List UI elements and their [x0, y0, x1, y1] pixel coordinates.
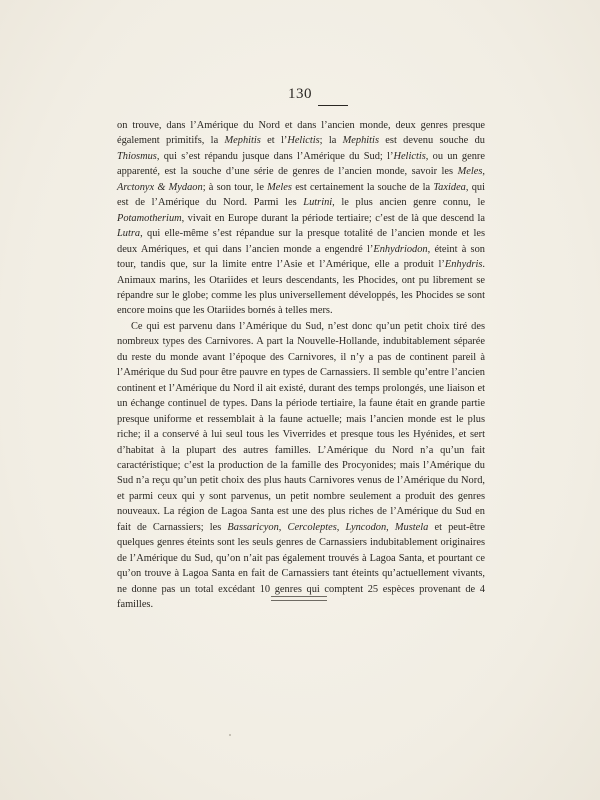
text-run: ,	[278, 521, 288, 533]
text-run: ; la	[319, 135, 343, 147]
italic-taxon-name: Meles	[457, 166, 483, 178]
text-run: ,	[386, 521, 395, 533]
italic-taxon-name: Potamotherium	[117, 212, 182, 224]
text-run: on trouve, dans l’Amérique du Nord et dans l’ancien monde, deux genres presque également primitifs, la	[117, 120, 485, 147]
italic-taxon-name: Enhydriodon	[373, 243, 428, 255]
text-run: ,	[336, 521, 346, 533]
text-run: , le plus ancien genre connu, le	[332, 197, 485, 209]
italic-taxon-name: Lyncodon	[345, 521, 387, 533]
text-run: , qui s’est répandu jusque dans l’Amérique du Sud; l’	[156, 150, 394, 162]
text-run: , vivait en Europe durant la période tertiaire; c’est de là que descend la	[181, 212, 485, 224]
text-run: et l’	[260, 135, 288, 147]
paragraph	[117, 118, 485, 319]
text-run: . Animaux marins, les Otariides et leurs descendants, les Phocides, ont pu librement se répandre sur le globe; comme les plus universellement développés, les Phocides se sont encore moins que les Otariides bornés à telles mers.	[117, 259, 485, 317]
italic-taxon-name: Helictis	[287, 135, 320, 147]
italic-taxon-name: Mustela	[394, 521, 429, 533]
italic-taxon-name: Mephitis	[342, 135, 379, 147]
italic-taxon-name: Meles	[267, 181, 292, 193]
paragraph	[117, 319, 485, 613]
italic-taxon-name: Arctonyx & Mydaon	[117, 181, 203, 193]
text-run: est certainement la souche de la	[291, 181, 434, 193]
text-run: , qui est de l’Amérique du Nord. Parmi les	[117, 181, 485, 209]
text-run: , ou un genre apparenté, est la souche d’une série de genres de l’ancien monde, savoir les	[117, 150, 485, 178]
text-run: ,	[482, 166, 485, 178]
text-run: Ce qui est parvenu dans l’Amérique du Sud, n’est donc qu’un petit choix tiré des nombreux types des Carnivores. A part la Nouvelle-Hollande, indubitablement séparée du reste du monde avant l’époque des Carnivores, il n’y a pas de continent pareil à l’Amérique du Sud pour être pauvre en types de Carnassiers. Il semble qu’entre l’ancien continent et l’Amérique du Nord il ait existé, durant des temps prolongés, une liaison et un échange continuel de types. Dans la période tertiaire, la faune était en grande partie presque uniforme et ressemblait à la faune actuelle; mais l’ancien monde est le plus riche; il a conservé à lui seul tous les Viverrides et presque tous les Hyénides, et sert d’habitat à la plupart des autres familles. L’Amérique du Nord n’a qu’un fait caractéristique; c’est la production de la famille des Procyonides; mais l’Amérique du Sud n’a reçu qu’un petit choix des plus hauts Carnivores venus de l’Amérique du Nord, et parmi ceux qui y sont parvenus, un petit nombre seulement a produit des genres nouveaux. La région de Lagoa Santa est une des plus riches de l’Amérique du Sud en fait de Carnassiers; les	[117, 320, 485, 533]
text-run: , qui elle-même s’est répandue sur la presque totalité de l’ancien monde et les deux Amériques, et qui dans l’ancien monde a engendré l’	[117, 228, 485, 255]
text-run: et peut-être quelques genres éteints sont les seuls genres de Carnassiers indubitablement originaires de l’Amérique du Sud, qu’on n’ait pas également trouvés à Lagoa Santa, et pourtant ce qu’on trouve à Lagoa Santa en fait de Carnassiers tant éteints qu’actuellement vivants, ne donne pas un total excédant 10 genres qui comptent 25 espèces provenant de 4 familles.	[117, 521, 485, 611]
italic-taxon-name: Lutrini	[303, 197, 333, 209]
text-run: , éteint à son tour, tandis que, sur la limite entre l’Asie et l’Amérique, elle a produit l’	[117, 243, 485, 271]
body-text	[117, 118, 485, 613]
italic-taxon-name: Taxidea	[433, 181, 466, 193]
italic-taxon-name: Thiosmus	[117, 150, 157, 162]
italic-taxon-name: Mephitis	[224, 135, 261, 147]
section-end-rule	[271, 596, 327, 601]
italic-taxon-name: Cercoleptes	[287, 521, 337, 533]
page-number: 130	[288, 86, 312, 102]
text-run: ; à son tour, le	[202, 181, 268, 193]
page-number-underline	[318, 105, 348, 106]
paper-speck	[229, 734, 231, 736]
italic-taxon-name: Enhydris	[444, 259, 483, 271]
text-run: est devenu souche du	[379, 135, 485, 147]
italic-taxon-name: Lutra	[117, 228, 141, 240]
italic-taxon-name: Bassaricyon	[227, 521, 279, 533]
italic-taxon-name: Helictis	[393, 150, 426, 162]
